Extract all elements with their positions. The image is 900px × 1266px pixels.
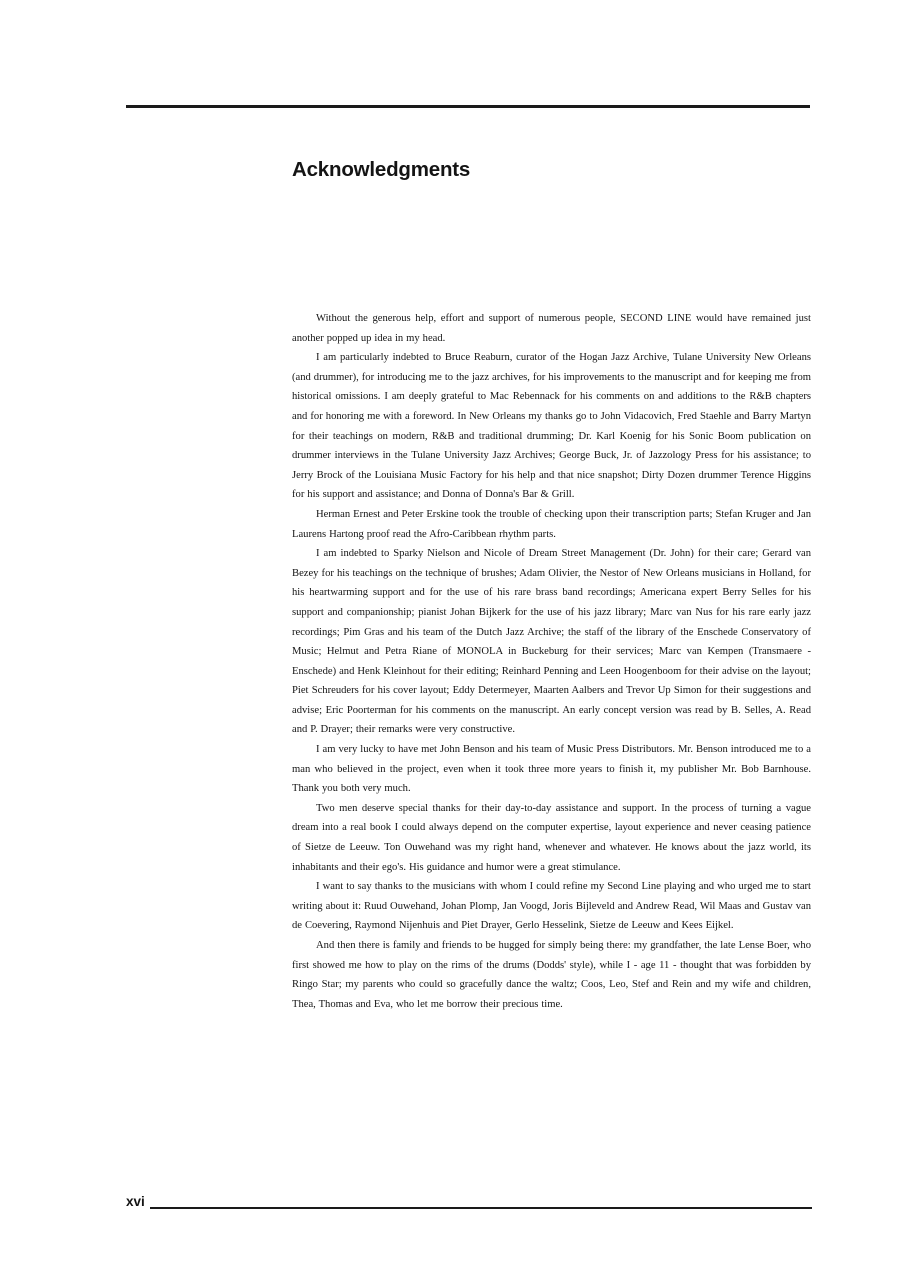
paragraph: And then there is family and friends to be hugged for simply being there: my grandfather, the late Lense Boer, who first showed me how to play on the rims of the drums (Dodds' style), while I - age 11 - thought that was forbidden by Ringo Star; my parents who could so gracefully dance the waltz; Coos, Leo, Stef and Rein and my wife and children, Thea, Thomas and Eva, who let me borrow their precious time. bbox=[292, 940, 811, 1010]
paragraph: I am very lucky to have met John Benson and his team of Music Press Distributors. Mr. Benson introduced me to a man who believed in the project, even when it took three more years to finish it, my publisher Mr. Bob Barnhouse. Thank you both very much. bbox=[292, 744, 811, 795]
paragraph: I am particularly indebted to Bruce Reaburn, curator of the Hogan Jazz Archive, Tulane University New Orleans (and drummer), for introducing me to the jazz archives, for his improvements to the manuscript and for keeping me from historical omissions. I am deeply grateful to Mac Rebennack for his comments on and additions to the R&B chapters and for honoring me with a foreword. In New Orleans my thanks go to John Vidacovich, Fred Staehle and Barry Martyn for their teachings on modern, R&B and traditional drumming; Dr. Karl Koenig for his Sonic Boom publication on drummer interviews in the Tulane University Jazz Archives; George Buck, Jr. of Jazzology Press for his assistance; to Jerry Brock of the Louisiana Music Factory for his help and that nice snapshot; Dirty Dozen drummer Terence Higgins for his support and assistance; and Donna of Donna's Bar & Grill. bbox=[292, 352, 811, 501]
top-rule bbox=[126, 105, 810, 108]
paragraph: Without the generous help, effort and support of numerous people, SECOND LINE would have remained just another popped up idea in my head. bbox=[292, 313, 811, 344]
paragraph: Herman Ernest and Peter Erskine took the trouble of checking upon their transcription parts; Stefan Kruger and Jan Laurens Hartong proof read the Afro-Caribbean rhythm parts. bbox=[292, 508, 811, 540]
paragraph: I want to say thanks to the musicians with whom I could refine my Second Line playing and who urged me to start writing about it: Ruud Ouwehand, Johan Plomp, Jan Voogd, Joris Bijleveld and Andrew Read, Wil Maas and Gustav van de Coevering, Raymond Nijenhuis and Piet Drayer, Gerlo Hesselink, Sietze de Leeuw and Kees Eijkel. bbox=[292, 881, 811, 932]
paragraph: I am indebted to Sparky Nielson and Nicole of Dream Street Management (Dr. John) for their care; Gerard van Bezey for his teachings on the technique of brushes; Adam Olivier, the Nestor of New Orleans musicians in Holland, for his heartwarming support and for the use of his rare brass band recordings; Americana expert Berry Selles for his support and companionship; pianist Johan Bijkerk for the use of his jazz library; Marc van Nus for his rare early jazz recordings; Pim Gras and his team of the Dutch Jazz Archive; the staff of the library of the Enschede Conservatory of Music; Helmut and Petra Riane of MONOLA in Buckeburg for their services; Marc van Kempen (Transmaere - Enschede) and Henk Kleinhout for their editing; Reinhard Penning and Leen Hoogenboom for their advise on the layout; Piet Schreuders for his cover layout; Eddy Determeyer, Maarten Aalbers and Trevor Up Simon for their suggestions and advise; Eric Poorterman for his comments on the manuscript. An early concept version was read by B. Selles, A. Read and P. Drayer; their remarks were very constructive. bbox=[292, 548, 811, 736]
acknowledgments-body bbox=[292, 309, 811, 1014]
page-number: xvi bbox=[126, 1194, 145, 1209]
paragraph: Two men deserve special thanks for their day-to-day assistance and support. In the process of turning a vague dream into a real book I could always depend on the computer expertise, layout experience and never ceasing patience of Sietze de Leeuw. Ton Ouwehand was my right hand, whenever and whatever. He knows about the jazz world, its inhabitants and their ego's. His guidance and humor were a great stimulance. bbox=[292, 802, 811, 873]
bottom-rule bbox=[150, 1207, 812, 1209]
page-title: Acknowledgments bbox=[292, 158, 471, 181]
